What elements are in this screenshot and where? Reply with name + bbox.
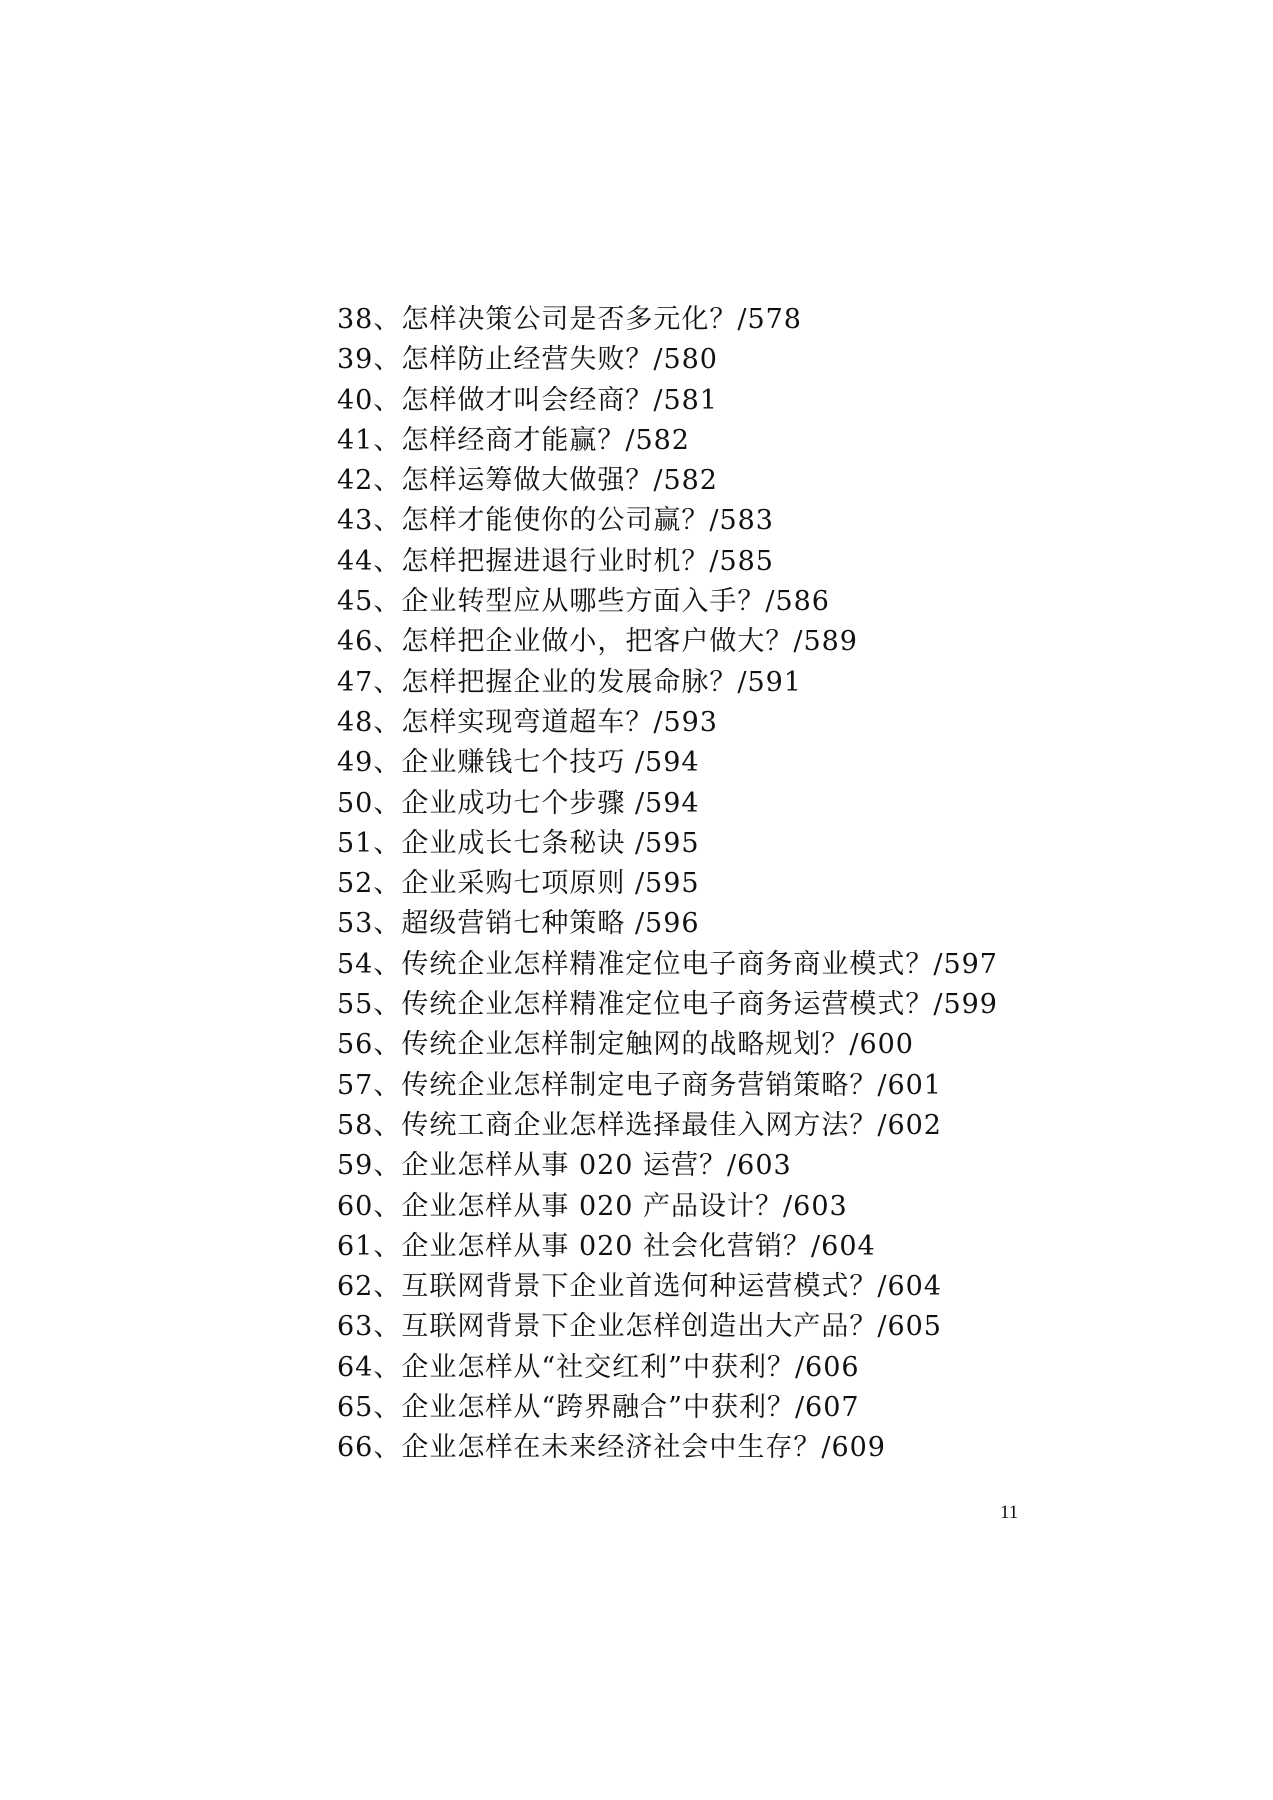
page-number: 11 xyxy=(1000,1502,1019,1523)
toc-entry: 51、企业成长七条秘诀 /595 xyxy=(337,827,700,859)
toc-entry: 61、企业怎样从事 020 社会化营销？/604 xyxy=(337,1230,876,1262)
toc-entry: 38、怎样决策公司是否多元化？/578 xyxy=(337,304,802,335)
toc-entry: 57、传统企业怎样制定电子商务营销策略？/601 xyxy=(337,1069,942,1101)
toc-entry: 53、超级营销七种策略 /596 xyxy=(337,908,700,940)
toc-entry: 60、企业怎样从事 020 产品设计？/603 xyxy=(337,1190,848,1222)
toc-entry: 49、企业赚钱七个技巧 /594 xyxy=(337,747,700,779)
toc-entry: 47、怎样把握企业的发展命脉？/591 xyxy=(337,666,802,698)
toc-entry: 43、怎样才能使你的公司赢？/583 xyxy=(337,505,774,537)
toc-entry: 56、传统企业怎样制定触网的战略规划？/600 xyxy=(337,1029,914,1061)
toc-entry: 40、怎样做才叫会经商？/581 xyxy=(337,384,718,416)
toc-entry: 58、传统工商企业怎样选择最佳入网方法？/602 xyxy=(337,1109,942,1141)
toc-entry: 44、怎样把握进退行业时机？/585 xyxy=(337,545,774,577)
toc-entry: 42、怎样运筹做大做强？/582 xyxy=(337,465,718,497)
toc-entry: 64、企业怎样从“社交红利”中获利？/606 xyxy=(337,1351,860,1383)
table-of-contents xyxy=(337,300,998,1469)
toc-entry: 62、互联网背景下企业首选何种运营模式？/604 xyxy=(337,1271,942,1303)
toc-entry: 39、怎样防止经营失败？/580 xyxy=(337,344,718,376)
toc-entry: 55、传统企业怎样精准定位电子商务运营模式？/599 xyxy=(337,989,998,1021)
toc-entry: 45、企业转型应从哪些方面入手？/586 xyxy=(337,586,830,618)
toc-entry: 46、怎样把企业做小，把客户做大？/589 xyxy=(337,626,858,658)
toc-entry: 65、企业怎样从“跨界融合”中获利？/607 xyxy=(337,1392,860,1424)
toc-entry: 41、怎样经商才能赢？/582 xyxy=(337,424,690,456)
toc-entry: 63、互联网背景下企业怎样创造出大产品？/605 xyxy=(337,1311,942,1343)
toc-entry: 54、传统企业怎样精准定位电子商务商业模式？/597 xyxy=(337,948,998,980)
toc-entry: 50、企业成功七个步骤 /594 xyxy=(337,787,700,819)
toc-entry: 59、企业怎样从事 020 运营？/603 xyxy=(337,1150,792,1182)
toc-entry: 52、企业采购七项原则 /595 xyxy=(337,868,700,900)
toc-entry: 66、企业怎样在未来经济社会中生存？/609 xyxy=(337,1432,886,1464)
toc-entry: 48、怎样实现弯道超车？/593 xyxy=(337,706,718,738)
